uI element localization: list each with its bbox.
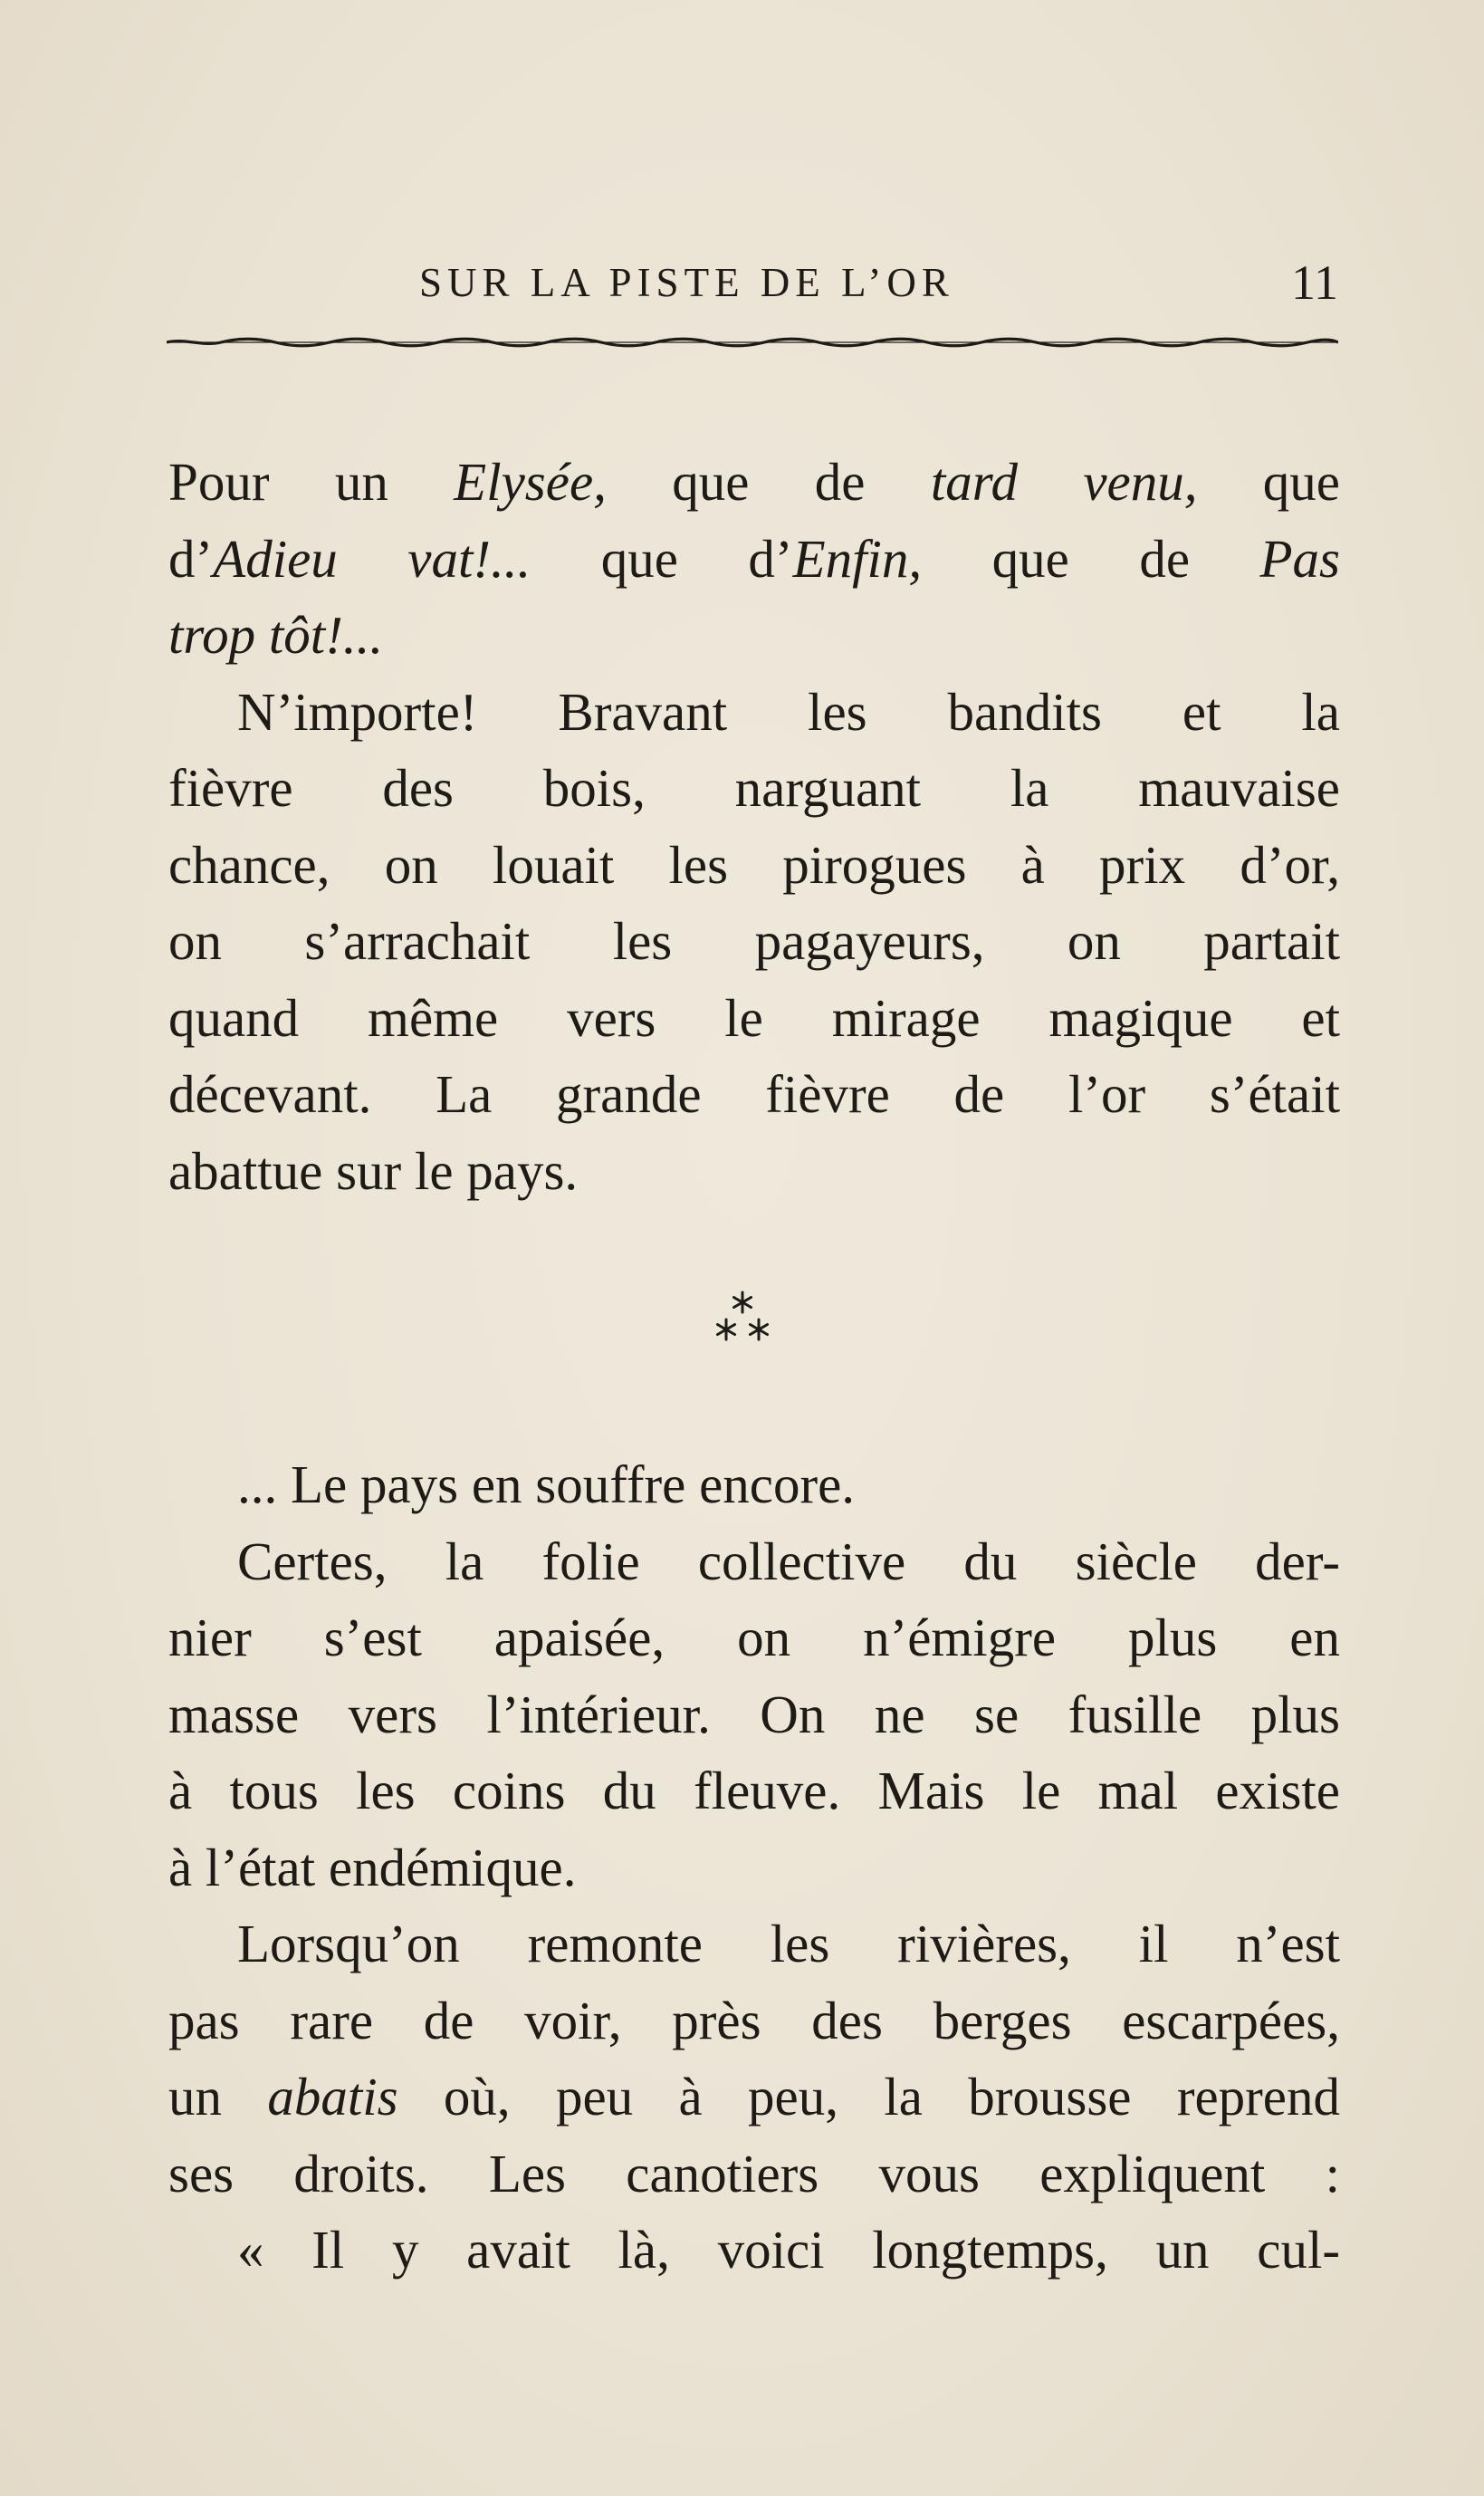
- text-line: pas rare de voir, près des berges escarpées,: [168, 1990, 1340, 2050]
- text-line: chance, on louait les pirogues à prix d’or,: [168, 834, 1340, 895]
- text-line: Certes, la folie collective du siècle der-: [237, 1531, 1340, 1591]
- page-number: 11: [1291, 255, 1338, 310]
- text-line: Pour un Elysée, que de tard venu, que: [168, 452, 1340, 512]
- text-line: ... Le pays en souffre encore.: [237, 1454, 856, 1514]
- text-line: « Il y avait là, voici longtemps, un cul-: [237, 2220, 1340, 2280]
- text-line: fièvre des bois, narguant la mauvaise: [168, 758, 1340, 818]
- running-title: SUR LA PISTE DE L’OR: [419, 260, 954, 305]
- text-line: un abatis où, peu à peu, la brousse reprend: [168, 2067, 1340, 2126]
- asterism-icon: [688, 1286, 797, 1349]
- text-line: abattue sur le pays.: [168, 1140, 579, 1201]
- text-line: masse vers l’intérieur. On ne se fusille plus: [168, 1684, 1340, 1744]
- text-line: à tous les coins du fleuve. Mais le mal existe: [168, 1761, 1340, 1820]
- text-line: N’importe! Bravant les bandits et la: [237, 681, 1340, 742]
- text-line: ses droits. Les canotiers vous expliquent :: [168, 2143, 1340, 2203]
- text-line: on s’arrachait les pagayeurs, on partait: [168, 911, 1340, 971]
- text-line: Lorsqu’on remonte les rivières, il n’est: [237, 1914, 1340, 1973]
- text-line: trop tôt!...: [168, 605, 384, 665]
- text-line: décevant. La grande fièvre de l’or s’était: [168, 1064, 1340, 1124]
- text-block-bottom: [168, 1446, 1340, 2289]
- text-block-top: [168, 444, 1340, 1209]
- text-line: quand même vers le mirage magique et: [168, 987, 1340, 1048]
- text-line: nier s’est apaisée, on n’émigre plus en: [168, 1608, 1340, 1667]
- page-header: [170, 255, 1338, 310]
- decorative-rule: [167, 337, 1338, 348]
- text-line: à l’état endémique.: [168, 1837, 577, 1897]
- text-line: d’Adieu vat!... que d’Enfin, que de Pas: [168, 528, 1340, 589]
